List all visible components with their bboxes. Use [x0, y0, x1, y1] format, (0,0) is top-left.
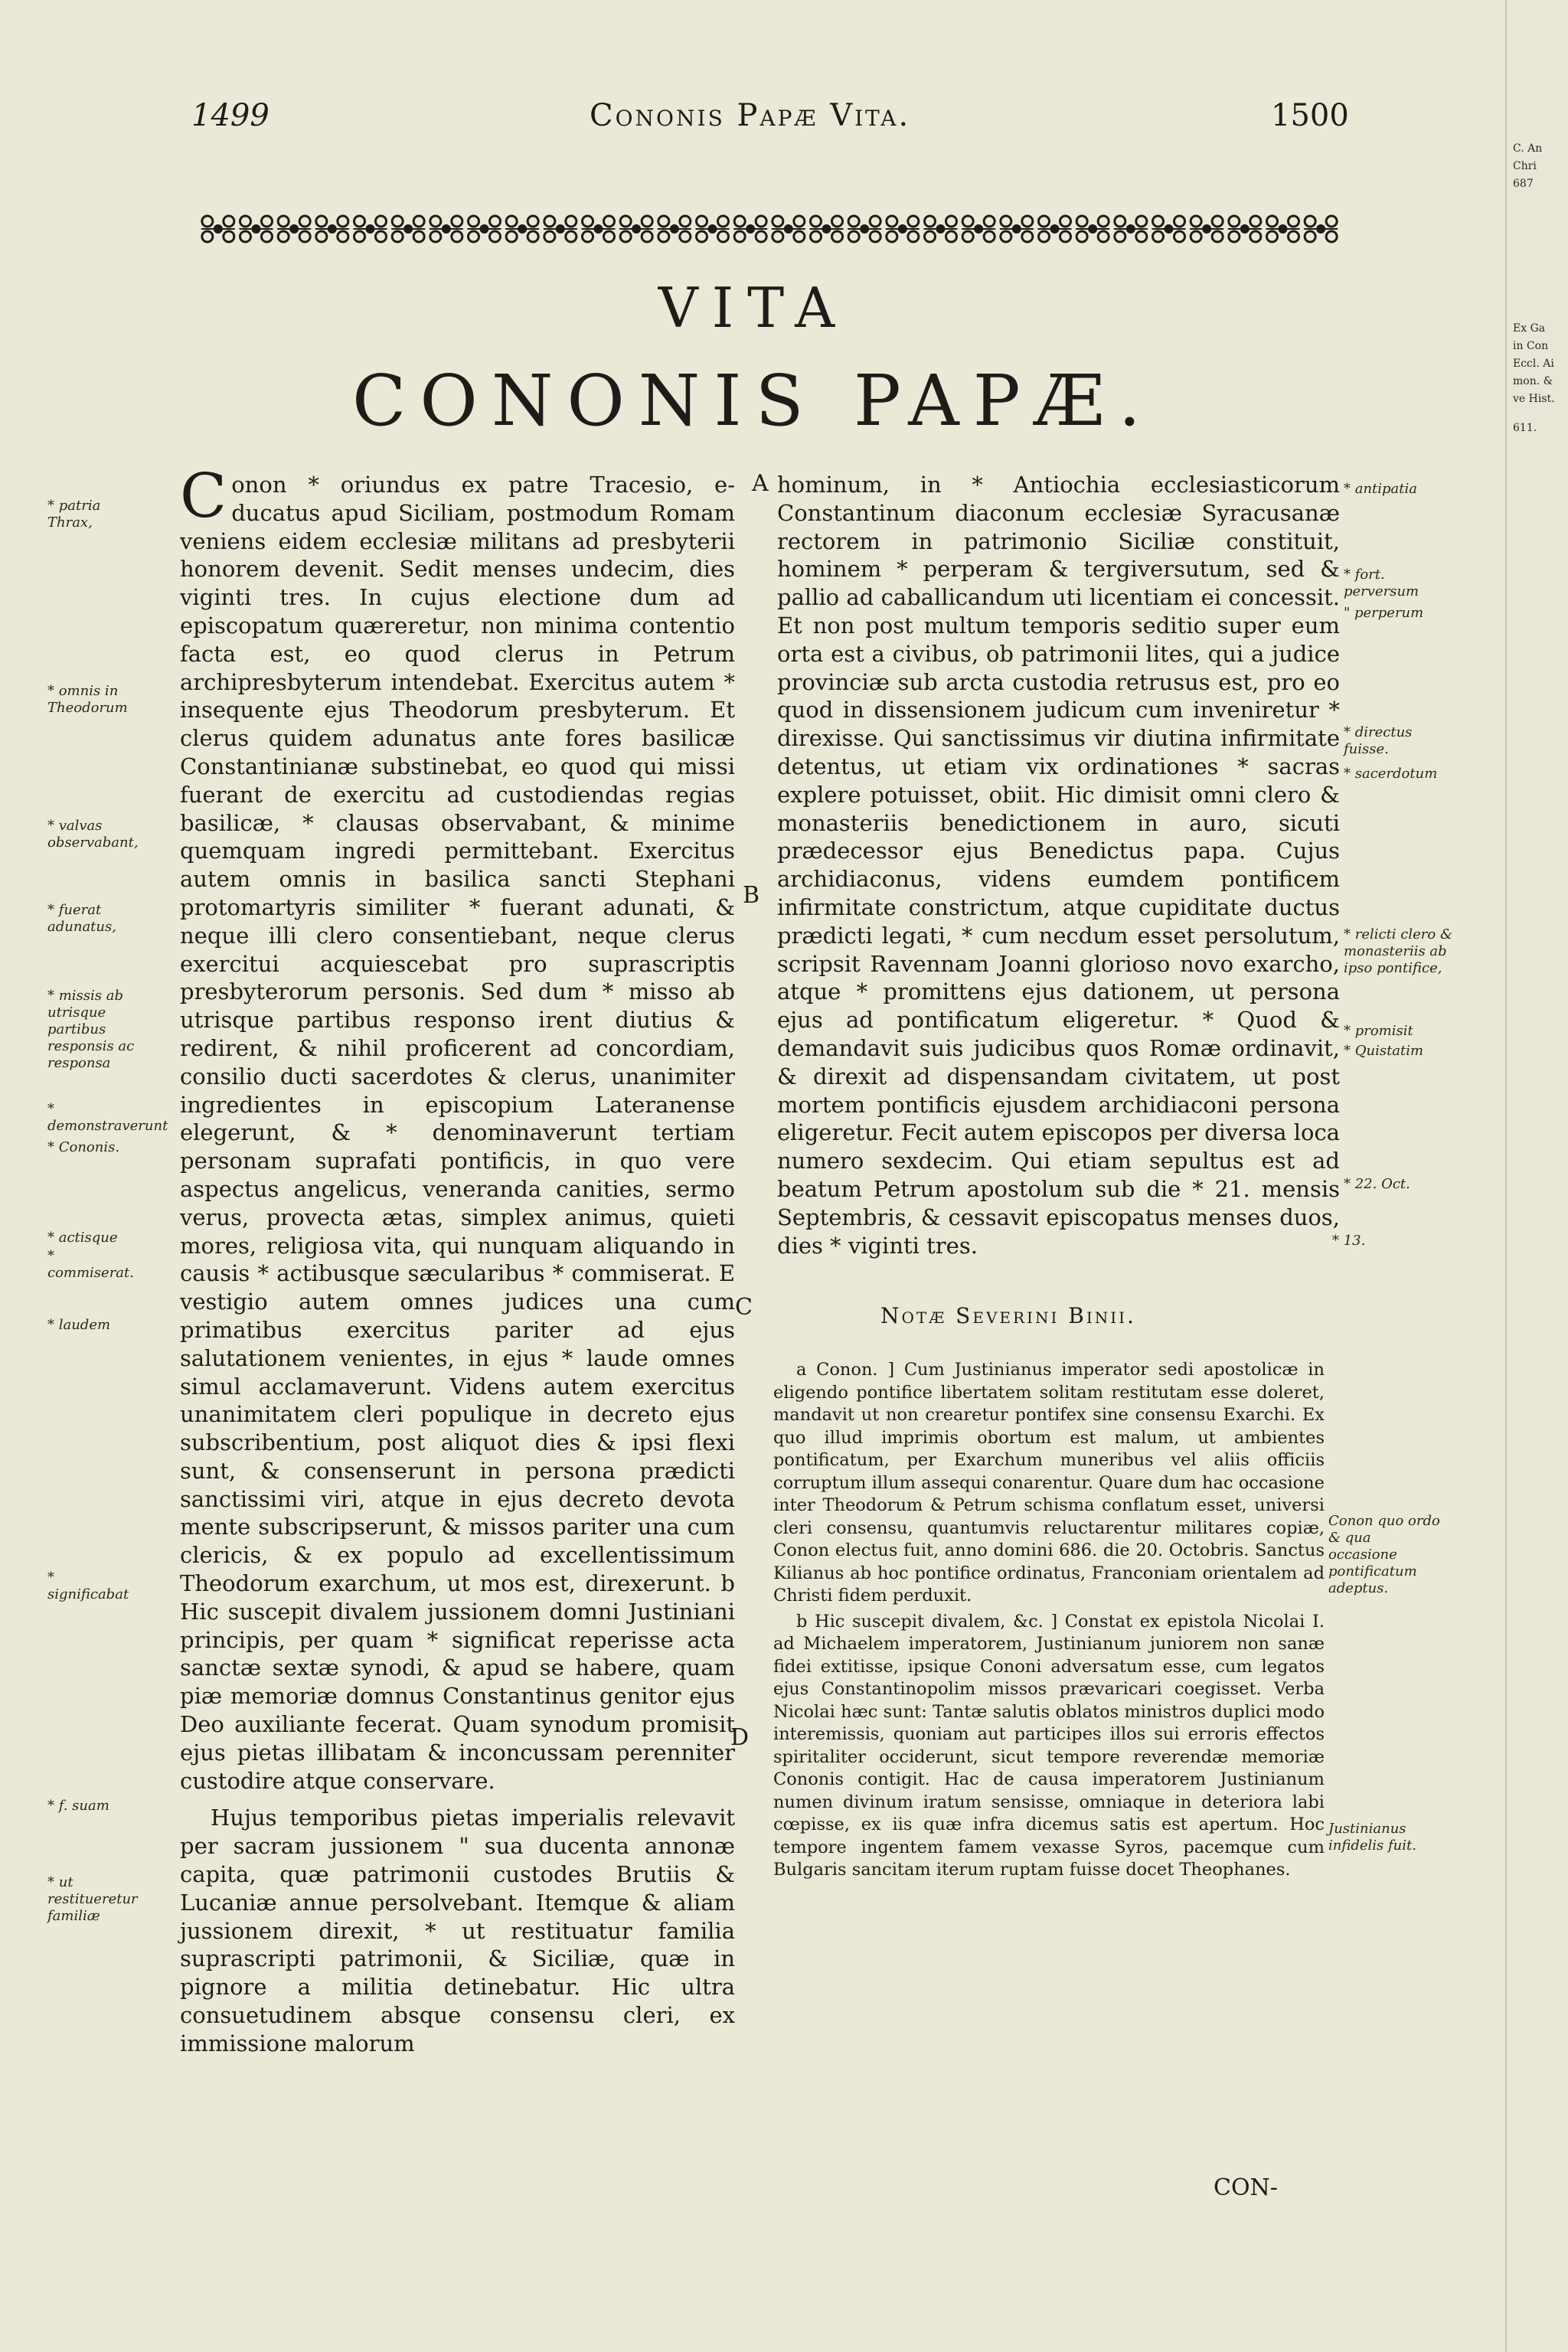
fleuron-unit: [619, 216, 653, 242]
margin-note: * significabat: [47, 1570, 129, 1602]
fleuron-unit: [391, 216, 425, 242]
body-paragraph: Conon * oriundus ex patre Tracesio, e- ducatus apud Siciliam, postmodum Romam veniens eidem ecclesiæ militans ad presbyterii honorem devenit. Sedit menses undecim, dies viginti tres. In cujus electione dum ad episcopatum quæreretur, non minima contentio facta est, eo quod clerus in Petrum archipresbyterum intendebat. Exercitus autem * insequente ejus Theodorum presbyterum. Et clerus quidem adunatus ante fores basilicæ Constantinianæ substinebat, eo quod qui missi fuerant de exercitu ad custodiendas regias basilicæ, * clausas observabant, & minime quemquam ingredi permittebant. Exercitus autem omnis in basilica sancti Stephani protomartyris similiter * fuerant adunati, & neque illi clero consentiebant, neque clerus exercitui acquiescebat pro suprascriptis presbyterorum personis. Sed dum * misso ab utrisque partibus responso irent diutius & redirent, & nihil proficerent ad concordiam, consilio ducti sacerdotes & clerus, unanimiter ingredientes in episcopium Lateranense elegerunt, & * denominaverunt tertiam personam suprafati pontificis, in quo vere aspectus angelicus, veneranda canities, sermo verus, provecta ætas, simplex animus, quieti mores, religiosa vita, qui nunquam aliquando in causis * actibusque sæcularibus * commiserat. E vestigio autem omnes judices una cum primatibus exercitus pariter ad ejus salutationem venientes, in ejus * laude omnes simul acclamaverunt. Videns autem exercitus unanimitatem cleri populique in decreto ejus subscribentium, post aliquot dies & ipsi flexi sunt, & consenserunt in persona prædicti sanctissimi viri, atque in ejus decreto devota mente subscripserunt, & missos pariter una cum clericis, & ex populo ad excellentissimum Theodorum exarchum, ut mos est, direxerunt. b Hic suscepit divalem jussionem domni Justiniani principis, per quam * significat reperisse acta sanctæ sextæ synodi, & apud se habere, quam piæ memoriæ domnus Constantinus genitor ejus Deo auxiliante fecerat. Quam synodum promisit ejus pietas illibatam & inconcussam perenniter custodire atque conservare.: [180, 460, 735, 1794]
fleuron-unit: [430, 216, 463, 242]
section-letter: D: [730, 1724, 750, 1751]
catchword: CON-: [1214, 2174, 1278, 2201]
fleuron-unit: [1076, 216, 1109, 242]
margin-note: * missis ab utrisque partibus responsis ac responsa: [47, 988, 135, 1071]
fleuron-unit: [468, 216, 501, 242]
margin-note: * f. suam: [47, 1798, 109, 1814]
body-paragraph: Hujus temporibus pietas imperialis relevavit per sacram jussionem " sua ducenta annonæ capita, quæ patrimonii custodes Brutiis & Lucaniæ annue persolvebant. Itemque & aliam jussionem direxit, * ut restituatur familia suprascripti patrimonii, & Siciliæ, quæ in pignore a militia detinebatur. Hic ultra consuetudinem absque consensu cleri, ex immissione malorum: [180, 1805, 735, 2056]
running-title: Cononis Papæ Vita.: [590, 98, 911, 133]
fleuron-unit: [733, 216, 767, 242]
page-number-right: 1500: [1271, 98, 1349, 133]
body-paragraph: hominum, in * Antiochia ecclesiasticorum Constantinum diaconum ecclesiæ Syracusanæ rectorem in patrimonio Siciliæ constituit, hominem * perperam & tergiversutum, sed & pallio ad caballicandum uti licentiam ei concessit. Et non post multum temporis seditio super eum orta est a civibus, ob patrimonii lites, qui a judice provinciæ sub arcta custodia retrusus est, pro eo quod in dissensionem judicum cum inveniretur * direxisse. Qui sanctissimus vir diutina infirmitate detentus, ut etiam vix ordinationes * sacras explere potuisset, obiit. Hic dimisit omni clero & monasteriis benedictionem in auro, sicuti prædecessor ejus Benedictus papa. Cujus archidiaconus, videns eumdem pontificem infirmitate constrictum, atque cupiditate ductus prædicti legati, * cum necdum esset persolutum, scripsit Ravennam Joanni glorioso novo exarcho, atque * promittens ejus dationem, ut persona ejus ad pontificatum eligeretur. * Quod & demandavit suis judicibus quos Romæ ordinavit, & direxit ad dispensandam civitatem, ut post mortem pontificis ejusdem archidiaconi persona eligeretur. Fecit autem episcopos per diversa loca numero sexdecim. Qui etiam sepultus est ad beatum Petrum apostolum sub die * 21. mensis Septembris, & cessavit episcopatus menses duos, dies * viginti tres.: [777, 472, 1340, 1259]
fleuron-unit: [315, 216, 349, 242]
margin-note: * valvas observabant,: [47, 818, 139, 851]
margin-note: * sacerdotum: [1344, 766, 1438, 782]
fleuron-unit: [201, 216, 235, 242]
section-letter: B: [743, 882, 760, 909]
fleuron-unit: [1266, 216, 1300, 242]
margin-note: * relicti clero & monasteriis ab ipso pontifice,: [1344, 926, 1452, 976]
margin-note: * 22. Oct.: [1344, 1176, 1410, 1192]
right-text-column: [777, 471, 1340, 1269]
margin-note: * actisque: [47, 1230, 118, 1246]
section-letter: A: [752, 470, 769, 497]
main-title-line2: CONONIS PAPÆ.: [352, 360, 1155, 442]
adjacent-page-text: in Con: [1513, 340, 1549, 352]
adjacent-page-text: Ex Ga: [1513, 322, 1546, 335]
margin-note: * 13.: [1332, 1233, 1366, 1249]
section-letter: C: [735, 1294, 753, 1321]
fleuron-unit: [962, 216, 995, 242]
margin-note: Conon quo ordo & qua occasione pontificatum adeptus.: [1328, 1513, 1440, 1596]
adjacent-page-text: Chri: [1513, 160, 1537, 172]
fleuron-unit: [277, 216, 311, 242]
notes-heading: Notæ Severini Binii.: [880, 1303, 1136, 1328]
margin-note: * antipatia: [1344, 481, 1418, 497]
margin-note: * Cononis.: [47, 1139, 120, 1155]
fleuron-unit: [354, 216, 387, 242]
fleuron-unit: [848, 216, 881, 242]
left-text-column: [180, 460, 735, 2067]
fleuron-unit: [1304, 216, 1338, 242]
main-title-line1: VITA: [658, 276, 849, 340]
margin-note: " perperum: [1344, 605, 1424, 621]
fleuron-unit: [772, 216, 805, 242]
margin-note: * demonstraverunt: [47, 1101, 168, 1134]
margin-note: * patria Thrax,: [47, 498, 101, 531]
fleuron-unit: [582, 216, 616, 242]
fleuron-unit: [924, 216, 958, 242]
adjacent-page-text: ve Hist.: [1513, 393, 1555, 405]
adjacent-page-text: mon. &: [1513, 375, 1553, 387]
margin-note: * fuerat adunatus,: [47, 902, 116, 935]
fleuron-unit: [658, 216, 691, 242]
margin-note: * promisit: [1344, 1023, 1413, 1039]
fleuron-unit: [240, 216, 273, 242]
notes-section: [773, 1359, 1325, 1885]
margin-note: * ut restitueretur familiæ: [47, 1874, 138, 1924]
fleuron-unit: [505, 216, 539, 242]
margin-note: * laudem: [47, 1317, 111, 1333]
adjacent-page-text: C. An: [1513, 142, 1543, 155]
fleuron-icon: [199, 202, 1340, 256]
adjacent-page-edge: [1505, 0, 1568, 2352]
fleuron-unit: [1038, 216, 1072, 242]
fleuron-unit: [1190, 216, 1223, 242]
adjacent-page-text: 611.: [1513, 422, 1537, 434]
margin-note: * Quistatim: [1344, 1043, 1424, 1059]
margin-note: * omnis in Theodorum: [47, 683, 128, 716]
note-paragraph: a Conon. ] Cum Justinianus imperator sedi apostolicæ in eligendo pontifice libertatem solitam restitutam esse doleret, mandavit ut non crearetur pontifex sine consensu Exarchi. Ex quo illud imprimis obortum est malum, ut ambientes pontificatum, per Exarchum muneribus vel aliis officiis corruptum illum assequi conarentur. Quare dum hac occasione inter Theodorum & Petrum schisma conflatum esset, universi cleri consensu, quantumvis reluctarentur militares copiæ, Conon electus fuit, anno domini 686. die 20. Octobris. Sanctus Kilianus ab hoc pontifice ordinatus, Franconiam orientalem ad Christi fidem perduxit.: [773, 1360, 1325, 1606]
page-number-left: 1499: [191, 98, 270, 133]
fleuron-unit: [1228, 216, 1262, 242]
margin-note: * commiserat.: [47, 1248, 134, 1281]
fleuron-unit: [886, 216, 920, 242]
margin-note: Justinianus infidelis fuit.: [1328, 1821, 1416, 1854]
fleuron-unit: [1152, 216, 1186, 242]
adjacent-page-text: Eccl. Ai: [1513, 358, 1554, 370]
fleuron-unit: [544, 216, 577, 242]
fleuron-unit: [1000, 216, 1034, 242]
note-paragraph: b Hic suscepit divalem, &c. ] Constat ex epistola Nicolai I. ad Michaelem imperatorem, Justinianum juniorem non sanæ fidei extitisse, ipsique Cononi adversatum esse, cum legatos ejus Constantinopolim missos prævaricari coegisset. Verba Nicolai hæc sunt: Tantæ salutis oblatos ministros duplici modo interemissis, quoniam aut participes illos sui erroris effectos spiritaliter occiderunt, sicut tempore reverendæ memoriæ Cononis contigit. Hac de causa imperatorem Justinianum numen divinum iratum sensisse, omniaque in deteriora labi cœpisse, ex iis quæ infra dicemus satis est apertum. Hoc tempore ingentem famem vexasse Syros, pacemque cum Bulgaris sancitam iterum ruptam fuisse docet Theophanes.: [773, 1611, 1325, 1880]
margin-note: * fort. perversum: [1344, 567, 1419, 599]
fleuron-unit: [810, 216, 844, 242]
drop-cap: C: [180, 460, 227, 531]
fleuron-unit: [1114, 216, 1148, 242]
fleuron-unit: [696, 216, 730, 242]
adjacent-page-text: 687: [1513, 178, 1534, 190]
margin-note: * directus fuisse.: [1344, 724, 1413, 757]
